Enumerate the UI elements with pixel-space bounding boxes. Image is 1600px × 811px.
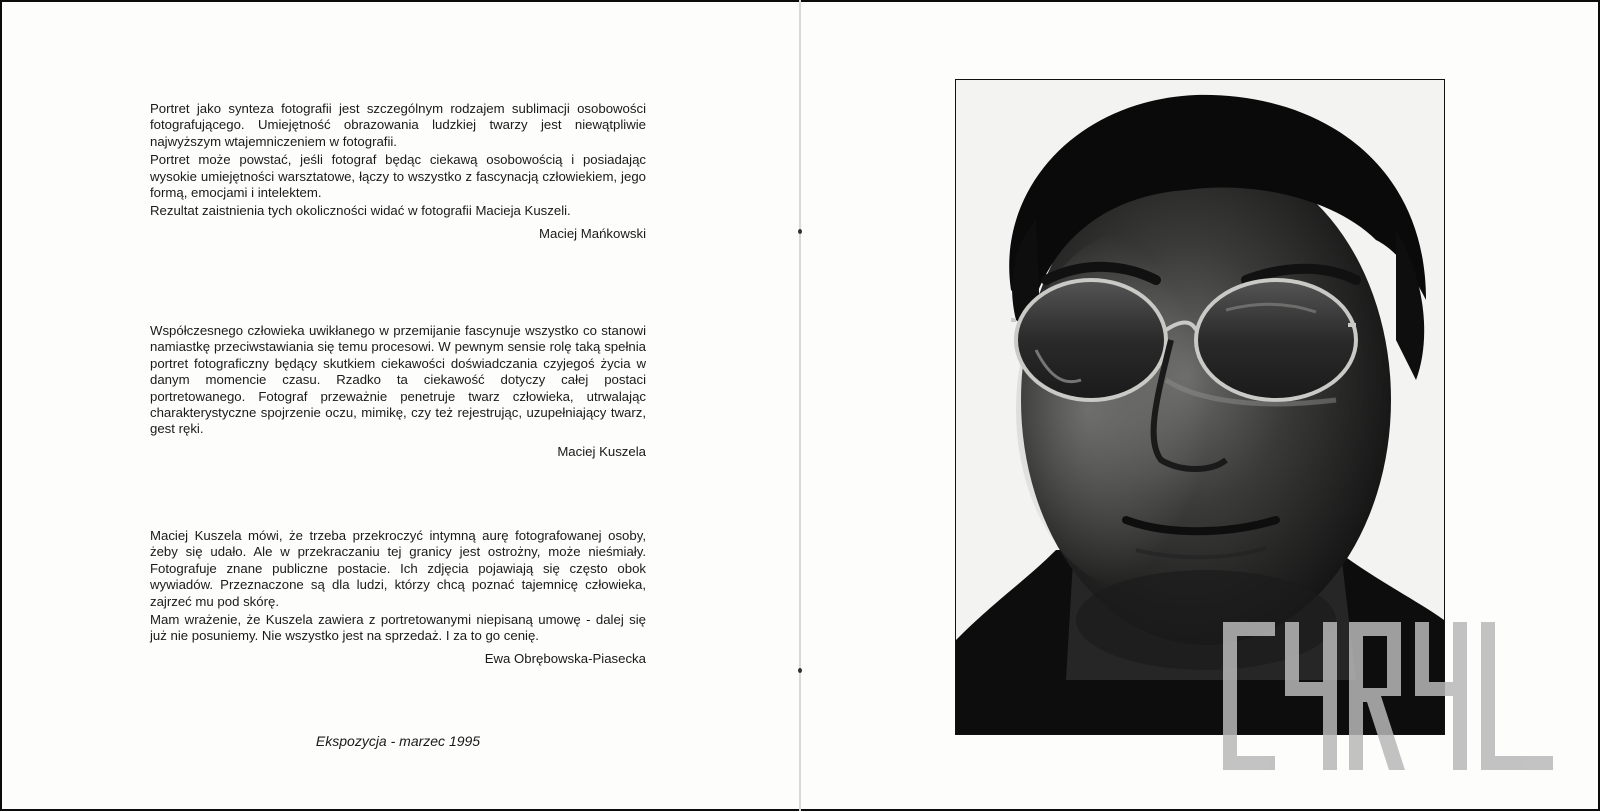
essay-paragraph: Portret jako synteza fotografii jest szczególnym rodzajem sublimacji osobowości fotografującego. Umiejętność obrazowania ludzkiej twarzy jest niewątpliwie najwyższym wtajemniczeniem w fotografii. [150,101,646,149]
essay-paragraph: Mam wrażenie, że Kuszela zawiera z portretowanymi niepisaną umowę - dalej się już nie posuniemy. Nie wszystko jest na sprzedaż. I za to go cenię. [150,612,646,644]
author-signature: Maciej Mańkowski [539,225,646,241]
staple-mark [798,229,802,234]
essay-paragraph: Rezultat zaistnienia tych okoliczności widać w fotografii Macieja Kuszeli. [150,203,571,219]
page-fold [799,0,801,811]
essay-obrebowska [150,528,646,667]
essay-mankowski [150,101,646,242]
essay-paragraph: Portret może powstać, jeśli fotograf będąc ciekawą osobowością i posiadając wysokie umiejętności warsztatowe, łączy to wszystko z fascynacją człowiekiem, jego formą, emocjami i intelektem. [150,152,646,201]
cyryl-watermark [1223,622,1563,770]
essay-paragraph: Współczesnego człowieka uwikłanego w przemijanie fascynuje wszystko co stanowi namiastkę przeciwstawiania się temu procesowi. W pewnym sensie rolę taką spełnia portret fotograficzny będący skutkiem ciekawości doświadczania czyjegoś życia w danym momencie czasu. Rzadko ta ciekawość dotyczy całej postaci portretowanego. Fotograf przeważnie penetruje twarz człowieka, utrwalając charakterystyczne spojrzenie oczu, mimikę, czy też rejestrując, uzupełniający twarz, gest ręki. [150,323,646,437]
essay-paragraph: Maciej Kuszela mówi, że trzeba przekroczyć intymną aurę fotografowanej osoby, żeby się udało. Ale w przekraczaniu tej granicy jest ostrożny, może nieśmiały. Fotografuje znane publiczne postacie. Ich zdjęcia pojawiają się często obok wywiadów. Przeznaczone są dla ludzi, którzy chcą poznać tajemnicę człowieka, zajrzeć mu pod skórę. [150,528,646,609]
author-signature: Maciej Kuszela [557,443,646,459]
essay-kuszela [150,323,646,460]
staple-mark [798,668,802,673]
exhibition-date: Ekspozycja - marzec 1995 [315,733,481,749]
author-signature: Ewa Obrębowska-Piasecka [484,650,646,666]
